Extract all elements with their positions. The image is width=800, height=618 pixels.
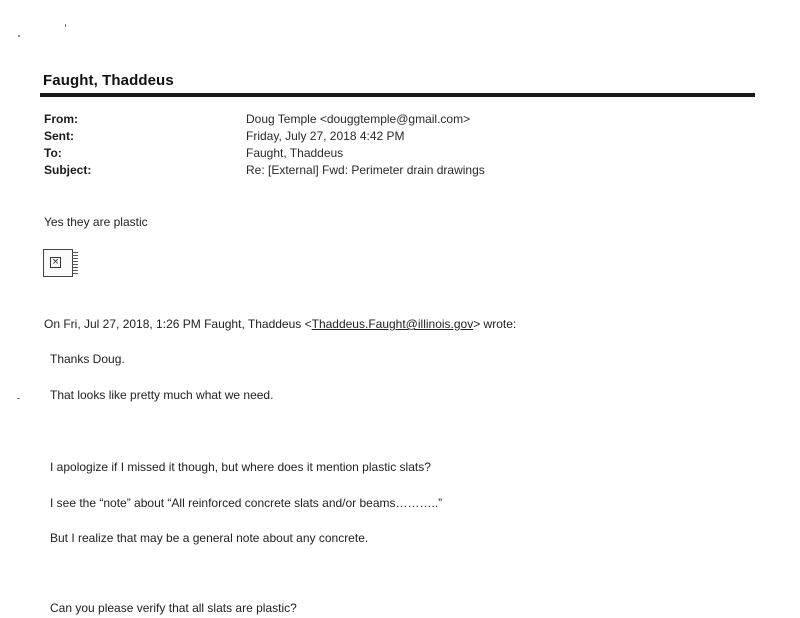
subject-label: Subject:	[44, 163, 92, 177]
quoted-line: That looks like pretty much what we need.	[50, 388, 274, 402]
scan-speck	[17, 398, 20, 399]
sent-value: Friday, July 27, 2018 4:42 PM	[246, 129, 405, 143]
reply-text: Yes they are plastic	[44, 215, 148, 229]
from-value: Doug Temple <douggtemple@gmail.com>	[246, 112, 471, 126]
close-icon: ×	[51, 257, 60, 267]
quoted-email-link[interactable]: Thaddeus.Faught@illinois.gov	[311, 317, 474, 331]
quote-header-suffix: > wrote:	[473, 317, 517, 331]
broken-image-icon	[43, 249, 73, 277]
quoted-line: Can you please verify that all slats are plastic?	[50, 601, 297, 615]
quoted-line: I see the “note” about “All reinforced concrete slats and/or beams………..”	[50, 496, 443, 510]
quoted-line: I apologize if I missed it though, but where does it mention plastic slats?	[50, 460, 431, 474]
from-label: From:	[44, 112, 78, 126]
quoted-line: But I realize that may be a general note about any concrete.	[50, 531, 369, 545]
scan-speck	[18, 35, 20, 37]
to-value: Faught, Thaddeus	[246, 146, 344, 160]
header-divider	[40, 93, 755, 97]
quote-header-prefix: On Fri, Jul 27, 2018, 1:26 PM Faught, Thaddeus <	[44, 317, 312, 331]
quote-header	[44, 317, 516, 331]
sender-name-heading: Faught, Thaddeus	[43, 72, 174, 89]
image-edge-decoration	[72, 252, 78, 276]
scan-speck	[65, 24, 66, 27]
to-label: To:	[44, 146, 62, 160]
sent-label: Sent:	[44, 129, 74, 143]
subject-value: Re: [External] Fwd: Perimeter drain drawings	[246, 163, 485, 177]
quoted-line: Thanks Doug.	[50, 352, 125, 366]
